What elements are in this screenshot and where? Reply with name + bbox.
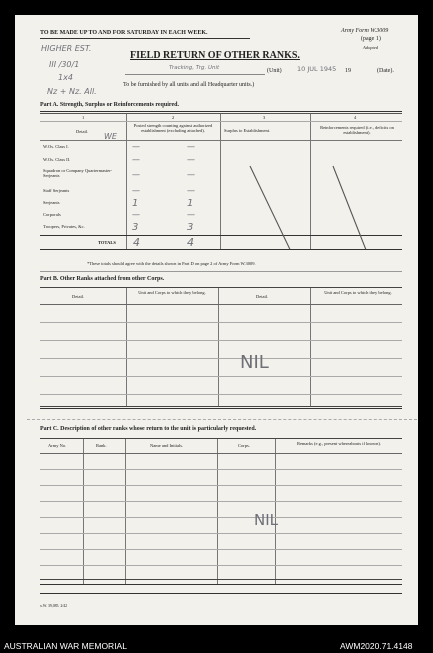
hand-unit: Tracking, Trg. Unit <box>169 65 220 71</box>
row-label: Staff Serjeants <box>43 188 70 193</box>
col-divider <box>310 288 311 406</box>
top-note-underline <box>40 38 250 39</box>
col-divider <box>126 288 127 406</box>
form-id: Army Form W.3009 <box>341 28 389 34</box>
totals-label: TOTALS <box>98 240 116 245</box>
row-value: — <box>187 142 195 151</box>
adopted-label: Adopted <box>363 45 378 50</box>
col-header-reinforcements: Reinforcements required (i.e., deficits on establishment). <box>320 125 394 135</box>
print-code: x.W. 39,085. 2/42 <box>40 604 68 608</box>
col-divider <box>83 439 84 584</box>
part-a-note: *These totals should agree with the details shown in Part D on page 2 of Army Form W.3009. <box>87 261 256 266</box>
hand-we: WE <box>104 132 117 141</box>
row-value: — <box>132 186 140 195</box>
date-prefix: 19 <box>345 68 351 74</box>
unit-line <box>125 74 265 75</box>
row-value: — <box>187 155 195 164</box>
date-label: (Date). <box>377 68 394 74</box>
form-title: FIELD RETURN OF OTHER RANKS. <box>130 50 300 61</box>
col-header-army-no: Army No. <box>48 443 67 448</box>
total-posted: 4 <box>133 236 140 249</box>
row-divider <box>40 376 402 377</box>
col-header-name: Name and Initials. <box>150 443 184 448</box>
col-header-surplus: Surplus to Establishment. <box>224 128 271 133</box>
row-value: 1 <box>132 198 139 209</box>
hand-date: 10 JUL 1945 <box>297 65 337 73</box>
col-header-posted: Posted strength counting against authorized establishment (excluding attached). <box>133 123 213 133</box>
row-value: 3 <box>187 222 194 233</box>
col-divider <box>218 288 219 406</box>
row-label: W.Os. Class I. <box>43 144 69 149</box>
fold-line <box>27 419 417 420</box>
unit-label: (Unit) <box>267 68 282 74</box>
row-divider <box>40 358 402 359</box>
row-divider <box>40 453 402 454</box>
strike-through-marks <box>40 114 402 249</box>
hand-note-1: HIGHER EST. <box>41 44 92 53</box>
form-page <box>15 15 418 625</box>
page-number: (page 1) <box>361 36 381 42</box>
hand-note-3: 1x4 <box>58 73 73 82</box>
col-header-detail: Detail. <box>72 294 85 299</box>
row-divider <box>40 322 402 323</box>
row-label: Corporals <box>43 212 61 217</box>
section-divider <box>40 271 402 272</box>
row-value: — <box>187 170 195 179</box>
section-divider <box>40 408 402 409</box>
col-header-detail: Detail. <box>76 129 89 134</box>
col-divider <box>217 439 218 584</box>
footer-institution: AUSTRALIAN WAR MEMORIAL <box>4 641 127 651</box>
footer-accession-number: AWM2020.71.4148 <box>340 641 413 651</box>
row-divider <box>40 469 402 470</box>
col-divider <box>125 439 126 584</box>
part-c-heading: Part C. Description of other ranks whose return to the unit is particularly requested. <box>40 426 257 432</box>
row-divider <box>40 549 402 550</box>
part-a-heading: Part A. Strength, Surplus or Reinforcements required. <box>40 102 179 108</box>
col-header-rank: Rank. <box>96 443 107 448</box>
row-value: — <box>132 170 140 179</box>
part-b-table <box>40 287 402 407</box>
row-value: — <box>187 210 195 219</box>
hand-note-2: III /30/1 <box>49 60 80 69</box>
row-value: — <box>187 186 195 195</box>
row-value: 3 <box>132 222 139 233</box>
row-divider <box>40 501 402 502</box>
form-subtitle: To be furnished by all units and all Headquarter units.) <box>123 82 255 88</box>
bottom-rule <box>40 593 402 594</box>
part-b-heading: Part B. Other Ranks attached from other Corps. <box>40 276 165 282</box>
row-divider <box>40 485 402 486</box>
col-number-4: 4 <box>354 115 357 120</box>
row-label: Squadron or Company Quartermaster-Serjeants <box>43 168 113 178</box>
row-divider <box>40 565 402 566</box>
row-label: Troopers, Privates, &c. <box>43 224 85 229</box>
row-divider <box>40 304 402 305</box>
col-number-3: 3 <box>263 115 266 120</box>
col-header-remarks: Remarks (e.g., present whereabouts if known). <box>296 441 382 446</box>
row-divider <box>40 517 402 518</box>
col-header-unit-corps: Unit and Corps to which they belong. <box>324 290 392 295</box>
row-divider <box>40 579 402 580</box>
row-value: — <box>132 155 140 164</box>
part-b-nil: NIL <box>240 352 269 373</box>
col-number-1: 1 <box>82 115 85 120</box>
row-divider <box>40 533 402 534</box>
row-value: — <box>132 142 140 151</box>
row-label: W.Os. Class II. <box>43 157 71 162</box>
row-divider <box>40 340 402 341</box>
total-surplus: 4 <box>187 236 194 249</box>
col-header-corps: Corps. <box>238 443 250 448</box>
col-number-2: 2 <box>172 115 175 120</box>
col-header-unit-corps: Unit and Corps to which they belong. <box>138 290 206 295</box>
row-value: — <box>132 210 140 219</box>
part-c-table <box>40 438 402 585</box>
part-a-table <box>40 113 402 250</box>
part-c-nil: NIL <box>254 511 279 529</box>
row-divider <box>40 394 402 395</box>
col-header-detail: Detail. <box>256 294 269 299</box>
archive-footer <box>0 638 433 653</box>
top-note: TO BE MADE UP TO AND FOR SATURDAY IN EACH WEEK. <box>40 30 208 36</box>
row-label: Serjeants <box>43 200 60 205</box>
part-a-rule <box>40 111 402 112</box>
row-value: 1 <box>187 198 194 209</box>
hand-note-4: Nz + Nz. All. <box>47 87 97 96</box>
